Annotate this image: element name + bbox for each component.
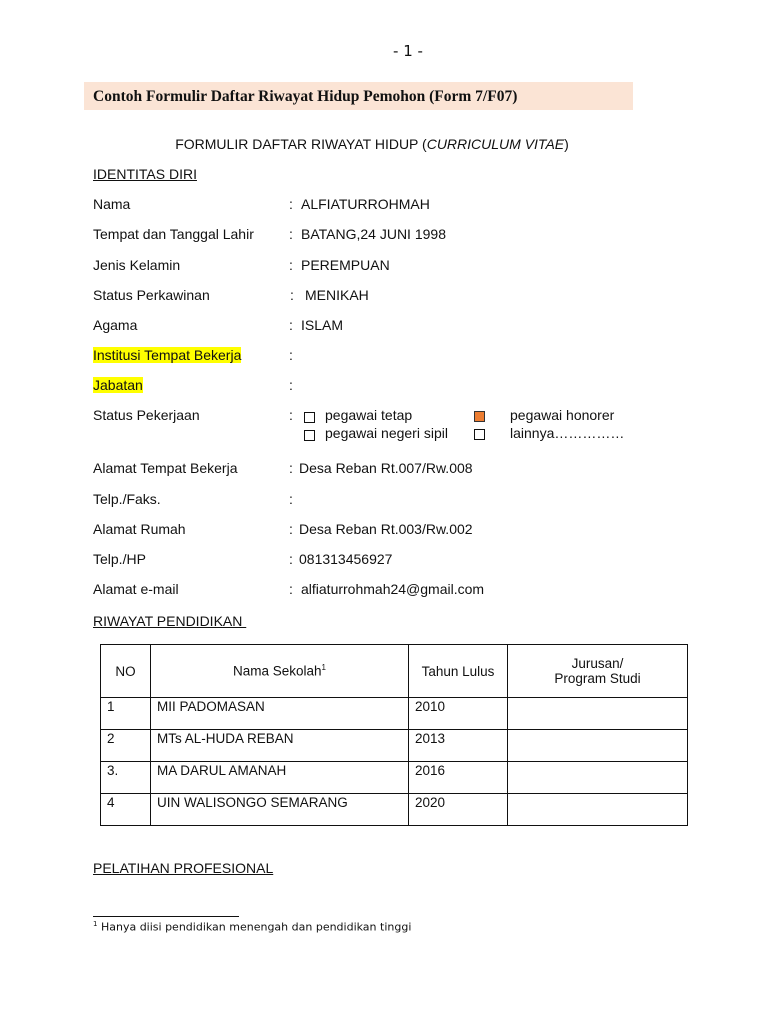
field-label-employment: Status Pekerjaan	[93, 407, 200, 423]
option-label: lainnya……………	[510, 425, 625, 441]
col-header-school-label: Nama Sekolah	[232, 663, 322, 679]
field-label-home-address: Alamat Rumah	[93, 521, 186, 537]
col-header-major-line1: Jurusan/	[571, 656, 624, 671]
field-colon: :	[289, 491, 293, 507]
table-row	[101, 698, 688, 730]
field-value-ttl: BATANG,24 JUNI 1998	[301, 226, 446, 242]
field-value-marital: MENIKAH	[305, 287, 369, 303]
table-row	[101, 762, 688, 794]
cell-no: 3.	[101, 762, 151, 794]
cell-major	[508, 730, 688, 762]
form-banner-text: Contoh Formulir Daftar Riwayat Hidup Pemohon (Form 7/F07)	[93, 88, 518, 105]
field-value-nama: ALFIATURROHMAH	[301, 196, 430, 212]
cell-year: 2010	[409, 698, 508, 730]
cell-major	[508, 762, 688, 794]
field-colon: :	[289, 521, 293, 537]
field-colon: :	[289, 581, 293, 597]
table-row	[101, 730, 688, 762]
table-row	[101, 794, 688, 826]
form-banner	[84, 82, 633, 110]
field-label-nama: Nama	[93, 196, 131, 212]
col-header-school	[151, 645, 409, 698]
field-colon: :	[289, 257, 293, 273]
cell-no: 2	[101, 730, 151, 762]
identity-heading: IDENTITAS DIRI	[93, 166, 197, 182]
field-label-work-address: Alamat Tempat Bekerja	[93, 460, 238, 476]
field-colon: :	[289, 460, 293, 476]
title-prefix: FORMULIR DAFTAR RIWAYAT HIDUP (	[175, 136, 427, 152]
cell-no: 1	[101, 698, 151, 730]
training-heading: PELATIHAN PROFESIONAL	[93, 860, 274, 876]
col-header-year: Tahun Lulus	[409, 645, 508, 698]
cell-year: 2013	[409, 730, 508, 762]
education-heading: RIWAYAT PENDIDIKAN	[93, 613, 247, 629]
cell-school: UIN WALISONGO SEMARANG	[151, 794, 409, 826]
checkbox-pegawai-tetap[interactable]	[304, 412, 315, 423]
field-label-ttl: Tempat dan Tanggal Lahir	[93, 226, 254, 242]
field-value-gender: PEREMPUAN	[301, 257, 390, 273]
checkbox-lainnya[interactable]	[474, 429, 485, 440]
field-colon: :	[289, 377, 293, 393]
field-label-gender: Jenis Kelamin	[93, 257, 181, 273]
option-label: pegawai honorer	[510, 407, 615, 423]
field-label-email: Alamat e-mail	[93, 581, 179, 597]
field-value-home-address: Desa Reban Rt.003/Rw.002	[299, 521, 473, 537]
field-label-position	[93, 377, 143, 393]
page-number: - 1 -	[393, 42, 423, 60]
footnote-mark: 1	[93, 920, 98, 928]
field-label-religion: Agama	[93, 317, 138, 333]
field-label-fax: Telp./Faks.	[93, 491, 161, 507]
field-colon: :	[289, 317, 293, 333]
checkbox-pegawai-negeri-sipil[interactable]	[304, 430, 315, 441]
footnote-divider	[93, 916, 239, 917]
field-value-phone: 081313456927	[299, 551, 393, 567]
cell-year: 2016	[409, 762, 508, 794]
field-value-work-address: Desa Reban Rt.007/Rw.008	[299, 460, 473, 476]
field-label-marital: Status Perkawinan	[93, 287, 210, 303]
cell-major	[508, 794, 688, 826]
field-colon: :	[290, 287, 294, 303]
field-colon: :	[289, 347, 293, 363]
field-colon: :	[289, 196, 293, 212]
highlighted-label: Jabatan	[93, 377, 143, 393]
field-colon: :	[289, 226, 293, 242]
footnote	[93, 920, 411, 934]
cell-no: 4	[101, 794, 151, 826]
checkbox-pegawai-honorer[interactable]	[474, 411, 485, 422]
field-value-religion: ISLAM	[301, 317, 344, 333]
col-header-no: NO	[101, 645, 151, 698]
footnote-text: Hanya diisi pendidikan menengah dan pendidikan tinggi	[97, 920, 412, 934]
cell-school: MA DARUL AMANAH	[151, 762, 409, 794]
field-value-email: alfiaturrohmah24@gmail.com	[301, 581, 485, 597]
field-label-phone: Telp./HP	[93, 551, 146, 567]
education-table	[100, 644, 688, 826]
option-label: pegawai negeri sipil	[325, 425, 448, 441]
title-italic: CURRICULUM VITAE	[426, 136, 565, 152]
cell-school: MTs AL-HUDA REBAN	[151, 730, 409, 762]
field-colon: :	[289, 407, 293, 423]
field-label-institution	[93, 347, 241, 363]
footnote-ref: 1	[321, 663, 326, 673]
document-title	[0, 136, 756, 152]
title-suffix: )	[564, 136, 569, 152]
option-label: pegawai tetap	[325, 407, 413, 423]
highlighted-label: Institusi Tempat Bekerja	[93, 347, 242, 363]
col-header-major	[508, 645, 688, 698]
cell-major	[508, 698, 688, 730]
cell-year: 2020	[409, 794, 508, 826]
table-header-row	[101, 645, 688, 698]
col-header-major-line2: Program Studi	[554, 671, 641, 686]
cell-school: MII PADOMASAN	[151, 698, 409, 730]
field-colon: :	[289, 551, 293, 567]
